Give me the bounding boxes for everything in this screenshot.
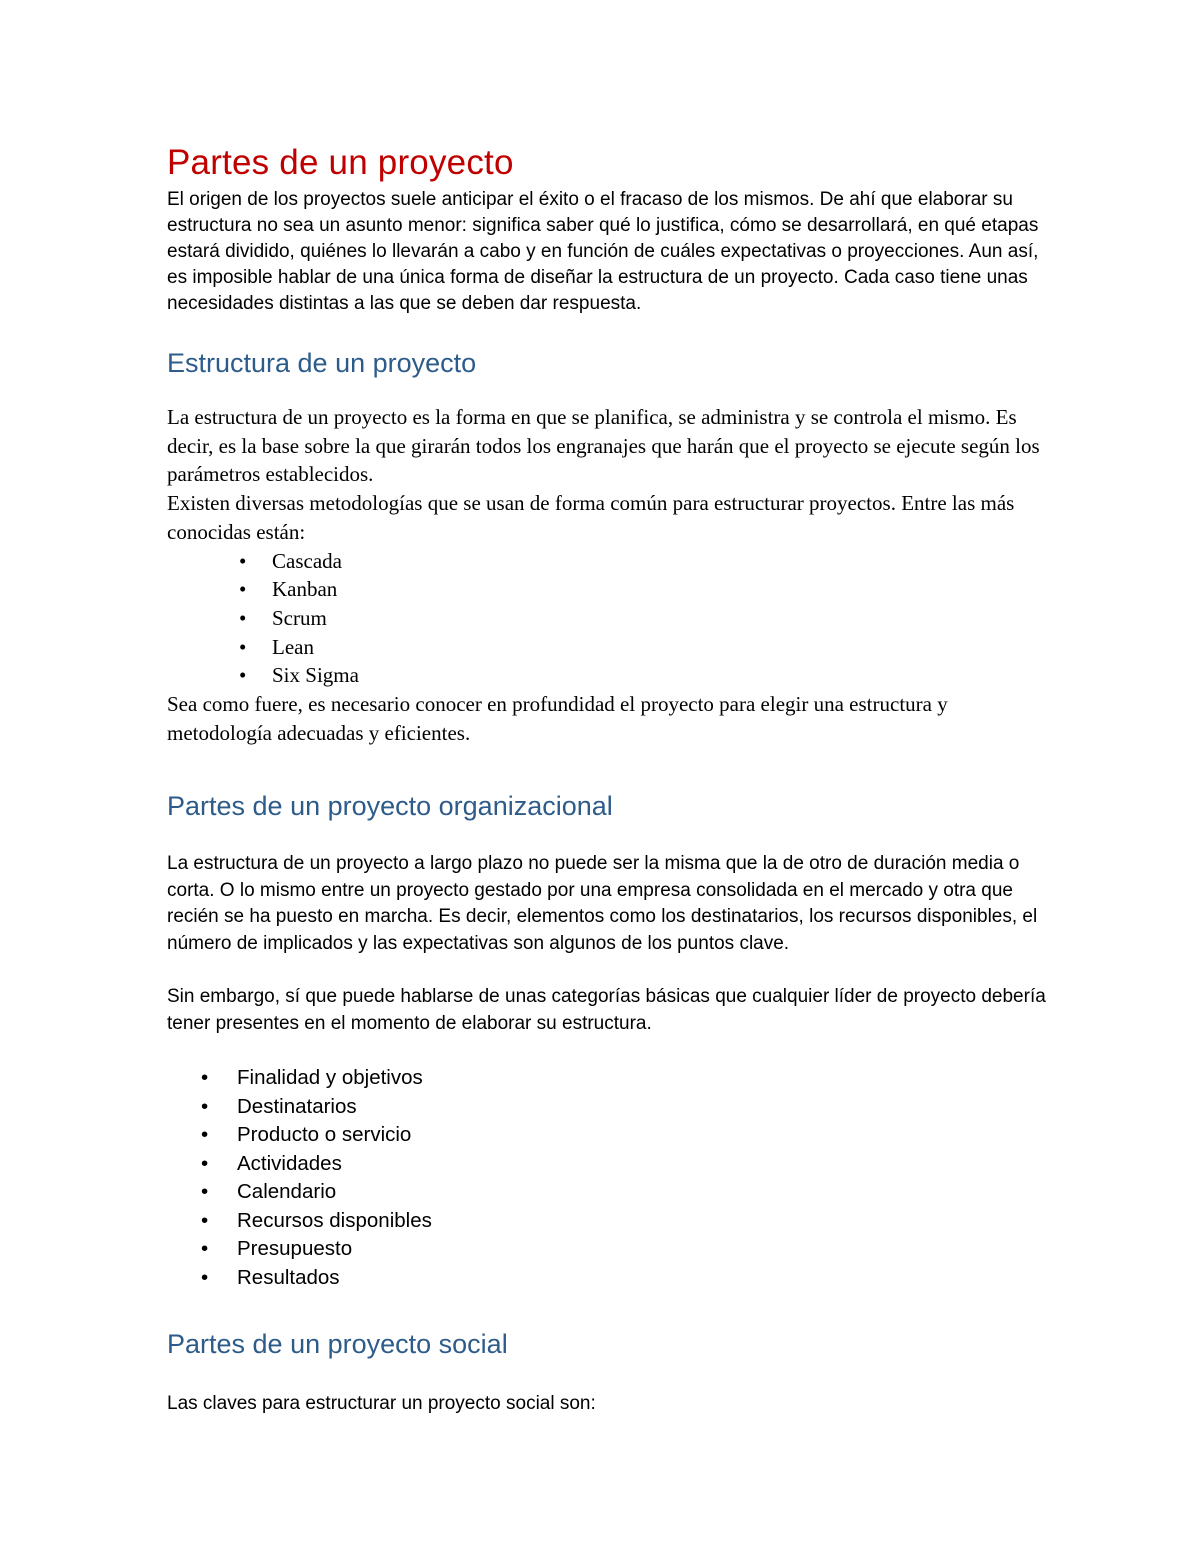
bullet-icon: • [201,1094,209,1118]
bullet-icon: • [201,1265,209,1289]
list-item [201,1093,1047,1122]
list-item [239,661,1047,690]
list-item [201,1150,1047,1179]
section-organizacional-body [167,851,1047,1037]
categories-list [167,1064,1047,1292]
bullet-icon: • [201,1151,209,1175]
list-item-label: Six Sigma [272,663,359,688]
list-item [239,604,1047,633]
list-item-label: Resultados [237,1265,340,1289]
list-item-label: Scrum [272,605,327,630]
estructura-paragraph: La estructura de un proyecto es la forma en que se planifica, se administra y se controla el mismo. Es decir, es la base sobre la que girarán todos los engranajes que harán que el proyecto se ejecute según los parámetros establecidos. [167,405,1040,487]
list-item [239,633,1047,662]
list-item-label: Cascada [272,548,342,573]
list-item-label: Presupuesto [237,1237,353,1261]
list-item-label: Destinatarios [237,1094,357,1118]
bullet-icon: • [201,1208,209,1232]
list-item [239,547,1047,576]
section-heading-estructura: Estructura de un proyecto [167,348,477,378]
list-item-label: Actividades [237,1151,342,1175]
document-body [167,141,1047,1418]
list-item-label: Finalidad y objetivos [237,1066,423,1090]
categorias-paragraph: Sin embargo, sí que puede hablarse de unas categorías básicas que cualquier líder de proyecto debería tener presentes en el momento de elaborar su estructura. [167,986,1046,1034]
list-item [201,1121,1047,1150]
list-item-label: Kanban [272,577,338,602]
bullet-icon: • [201,1237,209,1261]
methodology-list [167,547,1047,691]
bullet-icon: • [239,663,247,688]
bullet-icon: • [239,605,247,630]
list-item [201,1178,1047,1207]
social-paragraph: Las claves para estructurar un proyecto social son: [167,1393,596,1415]
bullet-icon: • [201,1123,209,1147]
bullet-icon: • [201,1066,209,1090]
list-item-label: Lean [272,634,314,659]
bullet-icon: • [239,548,247,573]
bullet-icon: • [239,634,247,659]
list-item [201,1235,1047,1264]
list-item [201,1064,1047,1093]
bullet-icon: • [201,1180,209,1204]
conclusion-paragraph: Sea como fuere, es necesario conocer en profundidad el proyecto para elegir una estructura y metodología adecuadas y eficientes. [167,692,948,745]
section-heading-organizacional: Partes de un proyecto organizacional [167,791,613,822]
list-item [201,1264,1047,1293]
intro-paragraph: El origen de los proyectos suele anticipar el éxito o el fracaso de los mismos. De ahí que elaborar su estructura no sea un asunto menor: significa saber qué lo justifica, cómo se desarrollará, en qué etapas estará dividido, quiénes lo llevarán a cabo y en función de cuáles expectativas o proyecciones. Aun así, es imposible hablar de una única forma de diseñar la estructura de un proyecto. Cada caso tiene unas necesidades distintas a las que se deben dar respuesta. [167,189,1039,314]
section-estructura-body [167,403,1047,747]
document-title: Partes de un proyecto [167,143,514,182]
metodologias-paragraph: Existen diversas metodologías que se usan de forma común para estructurar proyectos. Entre las más conocidas están: [167,491,1015,544]
list-item-label: Recursos disponibles [237,1208,432,1232]
section-heading-social: Partes de un proyecto social [167,1329,508,1360]
organizacional-paragraph: La estructura de un proyecto a largo plazo no puede ser la misma que la de otro de duración media o corta. O lo mismo entre un proyecto gestado por una empresa consolidada en el mercado y otra que recién se ha puesto en marcha. Es decir, elementos como los destinatarios, los recursos disponibles, el número de implicados y las expectativas son algunos de los puntos clave. [167,853,1038,954]
list-item-label: Calendario [237,1180,337,1204]
bullet-icon: • [239,577,247,602]
list-item-label: Producto o servicio [237,1123,412,1147]
list-item [239,575,1047,604]
list-item [201,1207,1047,1236]
